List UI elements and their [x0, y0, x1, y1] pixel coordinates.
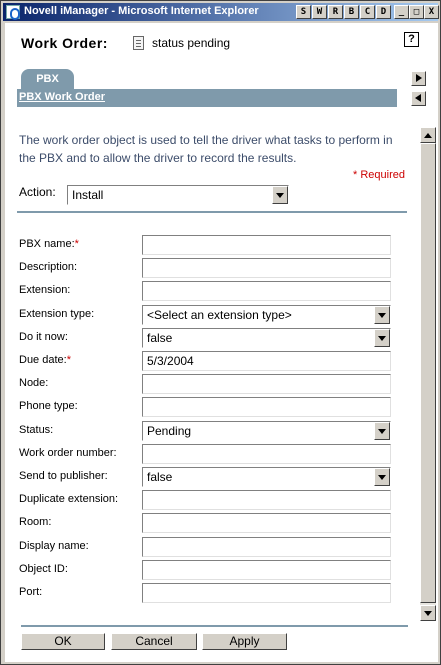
tab-pbx[interactable]: PBX: [21, 69, 74, 89]
field-label: [19, 308, 94, 320]
ok-button[interactable]: OK: [21, 633, 105, 650]
field-label: [19, 400, 78, 412]
field-label-text: Duplicate extension:: [19, 493, 119, 505]
field-label-text: Send to publisher:: [19, 470, 108, 482]
field-label: [19, 377, 48, 389]
field-label-text: Object ID:: [19, 563, 68, 575]
field-label-text: Description:: [19, 261, 78, 273]
field-label-text: Port:: [19, 586, 43, 598]
field-input[interactable]: [142, 444, 391, 464]
vertical-scrollbar[interactable]: [420, 127, 436, 621]
field-label: [19, 284, 70, 296]
field-label-text: Extension type:: [19, 308, 95, 320]
field-label: [19, 493, 118, 505]
required-star: *: [66, 354, 71, 366]
field-label: [19, 516, 51, 528]
field-label: [19, 586, 42, 598]
scroll-up-icon[interactable]: [420, 127, 436, 143]
scroll-thumb[interactable]: [420, 143, 436, 603]
chevron-down-icon[interactable]: [272, 186, 288, 204]
field-input[interactable]: [142, 560, 391, 580]
field-select[interactable]: [142, 421, 391, 441]
form-scroll-area: [5, 127, 420, 621]
chevron-down-icon[interactable]: [374, 422, 390, 440]
field-input[interactable]: [142, 281, 391, 301]
chevron-down-icon[interactable]: [374, 306, 390, 324]
field-input[interactable]: [142, 397, 391, 417]
field-input[interactable]: 5/3/2004: [142, 351, 391, 371]
chevron-down-icon[interactable]: [374, 329, 390, 347]
field-label: [19, 540, 89, 552]
help-button[interactable]: ?: [404, 32, 419, 47]
field-input[interactable]: [142, 235, 391, 255]
field-input[interactable]: [142, 583, 391, 603]
field-label: [19, 331, 68, 343]
field-input[interactable]: [142, 513, 391, 533]
field-label-text: Work order number:: [19, 447, 117, 459]
field-select[interactable]: [142, 328, 391, 348]
cancel-button[interactable]: Cancel: [111, 633, 197, 650]
title-button-s[interactable]: S: [296, 5, 311, 19]
minimize-button[interactable]: _: [394, 5, 409, 19]
title-button-b[interactable]: B: [344, 5, 359, 19]
title-button-c[interactable]: C: [360, 5, 375, 19]
field-label-text: Room:: [19, 516, 52, 528]
arrow-left-icon[interactable]: [411, 91, 426, 106]
field-input[interactable]: [142, 490, 391, 510]
apply-button[interactable]: Apply: [202, 633, 287, 650]
section-header: [17, 89, 397, 107]
field-label: [19, 470, 108, 482]
field-label: [19, 563, 68, 575]
required-note: * Required: [353, 169, 405, 181]
field-select[interactable]: [142, 305, 391, 325]
field-label-text: Display name:: [19, 540, 89, 552]
field-label: [19, 238, 79, 250]
field-label: [19, 354, 71, 366]
maximize-button[interactable]: □: [409, 5, 424, 19]
page-content: [5, 23, 438, 662]
title-bar: [3, 3, 438, 21]
field-label-text: Due date:: [19, 354, 67, 366]
field-label: [19, 261, 77, 273]
window-title: Novell iManager - Microsoft Internet Explorer: [24, 5, 259, 17]
field-input[interactable]: [142, 258, 391, 278]
field-select-value: false: [147, 331, 173, 345]
field-label-text: Phone type:: [19, 400, 78, 412]
intro-text: The work order object is used to tell the driver what tasks to perform in the PBX and to allow the driver to record the results.: [19, 133, 393, 165]
close-button[interactable]: X: [424, 5, 439, 19]
page-title: Work Order:: [21, 35, 108, 51]
field-input[interactable]: [142, 537, 391, 557]
title-button-r[interactable]: R: [328, 5, 343, 19]
action-select-value: Install: [72, 188, 104, 202]
ie-logo-icon: [6, 5, 20, 19]
chevron-down-icon[interactable]: [374, 468, 390, 486]
field-select[interactable]: [142, 467, 391, 487]
title-button-d[interactable]: D: [376, 5, 391, 19]
divider: [17, 211, 407, 213]
field-select-value: Pending: [147, 424, 192, 438]
footer-divider: [21, 625, 408, 627]
action-label: Action:: [19, 185, 56, 199]
status-text: status pending: [152, 36, 231, 50]
field-label-text: Extension:: [19, 284, 71, 296]
field-input[interactable]: [142, 374, 391, 394]
field-label-text: PBX name:: [19, 238, 75, 250]
scroll-down-icon[interactable]: [420, 605, 436, 621]
field-label-text: Status:: [19, 424, 54, 436]
field-select-value: <Select an extension type>: [147, 308, 292, 322]
field-label-text: Do it now:: [19, 331, 68, 343]
action-select[interactable]: [67, 185, 289, 205]
arrow-right-icon[interactable]: [411, 71, 426, 86]
required-star: *: [74, 238, 79, 250]
title-button-w[interactable]: W: [312, 5, 327, 19]
field-select-value: false: [147, 470, 173, 484]
field-label: [19, 447, 117, 459]
document-icon: [133, 36, 144, 50]
field-label-text: Node:: [19, 377, 49, 389]
section-link-pbx-work-order[interactable]: PBX Work Order: [19, 91, 105, 103]
field-label: [19, 424, 53, 436]
